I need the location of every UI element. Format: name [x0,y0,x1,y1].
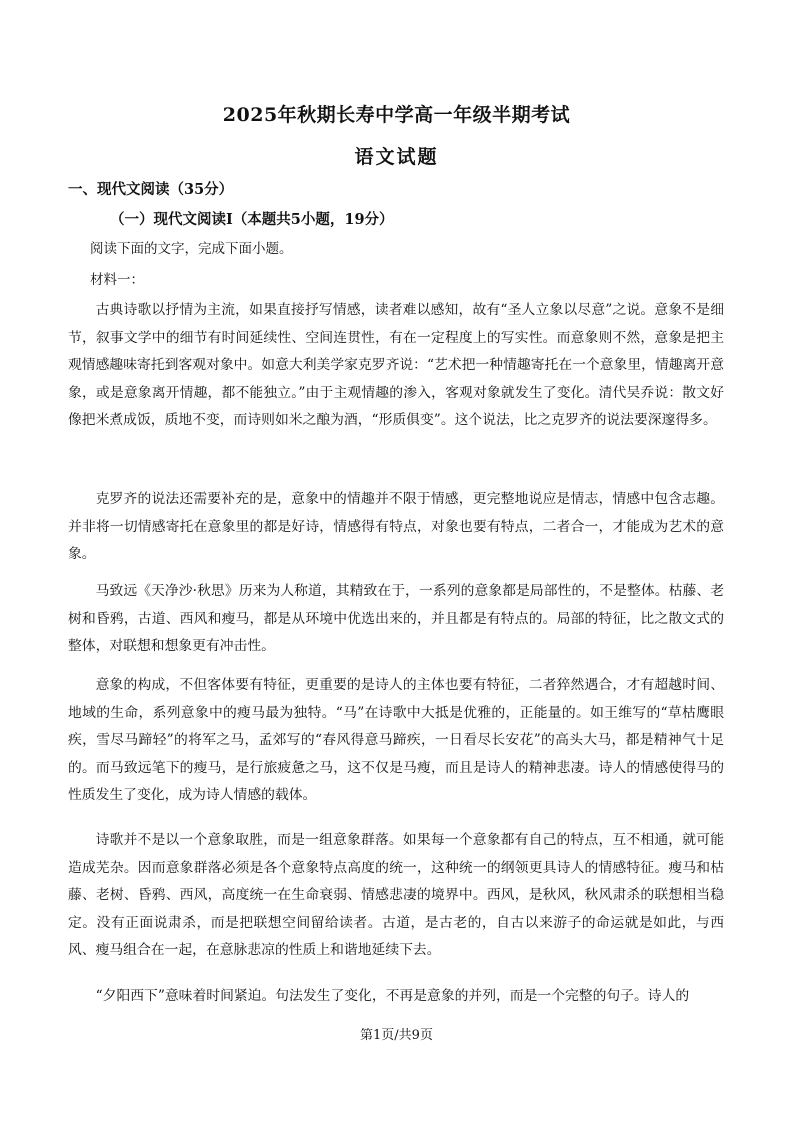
paragraph-6: “夕阳西下”意味着时间紧迫。句法发生了变化，不再是意象的并列，而是一个完整的句子。诗人的 [95,988,690,1004]
paragraph-1: 古典诗歌以抒情为主流，如果直接抒写情感，读者难以感知，故有“圣人立象以尽意”之说。意象不是细节，叙事文学中的细节有时间延续性、空间连贯性，有在一定程度上的写实性。而意象则不然，意象是把主观情感趣味寄托到客观对象中。如意大利美学家克罗齐说：“艺术把一种情趣寄托在一个意象里，情趣离开意象，或是意象离开情趣，都不能独立。”由于主观情趣的渗入，客观对象就发生了变化。清代吴乔说：散文好像把米煮成饭，质地不变，而诗则如米之酿为酒，“形质俱变”。这个说法，比之克罗齐的说法要深邃得多。 [68,302,724,429]
subsection-heading: （一）现代文阅读Ⅰ（本题共5小题，19分） [110,211,394,228]
exam-subtitle: 语文试题 [354,146,439,168]
page-number: 第1页/共9页 [360,1028,433,1043]
exam-title: 2025年秋期长寿中学高一年级半期考试 [222,104,571,126]
section-heading: 一、现代文阅读（35分） [68,181,234,198]
paragraph-4: 意象的构成，不但客体要有特征，更重要的是诗人的主体也要有特征，二者猝然遇合，才有超越时间、地域的生命，系列意象中的瘦马最为独特。“马”在诗歌中大抵是优雅的，正能量的。如王维写的“草枯鹰眼疾，雪尽马蹄轻”的将军之马，孟郊写的“春风得意马蹄疾，一日看尽长安花”的高头大马，都是精神气十足的。而马致远笔下的瘦马，是行旅疲惫之马，这不仅是马瘦，而且是诗人的精神悲凄。诗人的情感使得马的性质发生了变化，成为诗人情感的载体。 [68,677,724,804]
paragraph-2: 克罗齐的说法还需要补充的是，意象中的情趣并不限于情感，更完整地说应是情志，情感中包含志趣。并非将一切情感寄托在意象里的都是好诗，情感得有特点，对象也要有特点，二者合一，才能成为艺术的意象。 [68,491,724,563]
reading-instruction: 阅读下面的文字，完成下面小题。 [90,241,293,257]
paragraph-3: 马致远《天净沙·秋思》历来为人称道，其精致在于，一系列的意象都是局部性的，不是整体。枯藤、老树和昏鸦，古道、西风和瘦马，都是从环境中优选出来的，并且都是有特点的。局部的特征，比之散文式的整体，对联想和想象更有冲击性。 [68,583,724,655]
material-label: 材料一： [90,272,144,288]
paragraph-5: 诗歌并不是以一个意象取胜，而是一组意象群落。如果每一个意象都有自己的特点，互不相通，就可能造成芜杂。因而意象群落必须是各个意象特点高度的统一，这种统一的纲领更具诗人的情感特征。瘦马和枯藤、老树、昏鸦、西风，高度统一在生命衰弱、情感悲凄的境界中。西风，是秋风，秋风肃杀的联想相当稳定。没有正面说肃杀，而是把联想空间留给读者。古道，是古老的，自古以来游子的命运就是如此，与西风、瘦马组合在一起，在意脉悲凉的性质上和谐地延续下去。 [68,832,724,959]
